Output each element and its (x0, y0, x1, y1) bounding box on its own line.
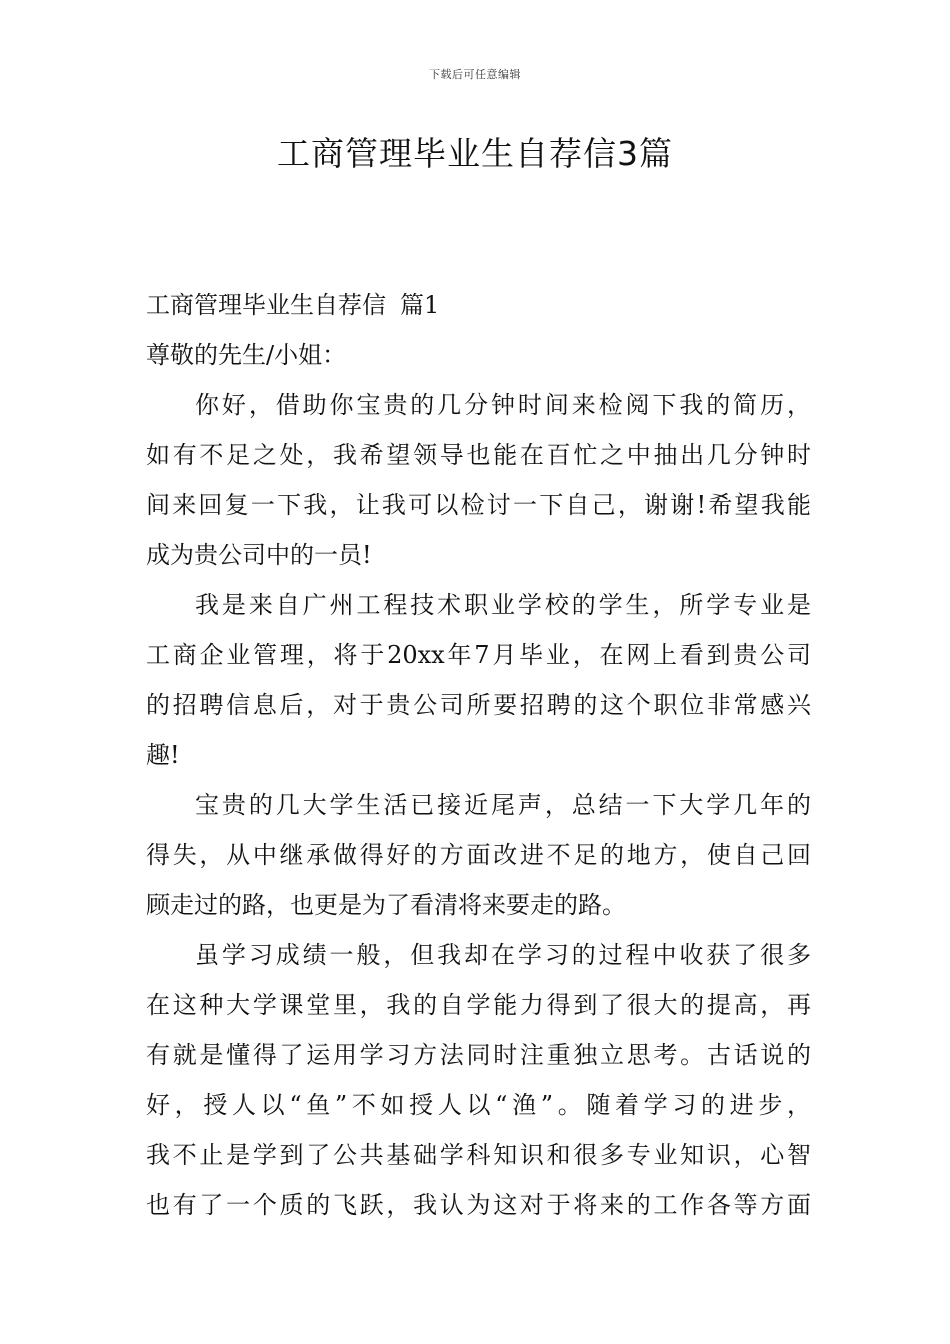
paragraph-line: 的招聘信息后，对于贵公司所要招聘的这个职位非常感兴 (146, 691, 811, 719)
paragraph-line: 在这种大学课堂里，我的自学能力得到了很大的提高，再 (146, 991, 811, 1019)
paragraph-line: 也有了一个质的飞跃，我认为这对于将来的工作各等方面 (146, 1191, 811, 1219)
paragraph (146, 580, 811, 780)
section-heading-text: 工商管理毕业生自荐信 (146, 291, 386, 319)
paragraph-line: 宝贵的几大学生活已接近尾声，总结一下大学几年的 (195, 791, 811, 819)
paragraph-line: 虽学习成绩一般，但我却在学习的过程中收获了很多 (195, 941, 811, 969)
paragraph-line: 有就是懂得了运用学习方法同时注重独立思考。古话说的 (146, 1041, 811, 1069)
paragraph-line: 我不止是学到了公共基础学科知识和很多专业知识，心智 (146, 1141, 811, 1169)
paragraph-line: 工商企业管理，将于20xx年7月毕业，在网上看到贵公司 (146, 641, 811, 669)
section-heading-suffix: 篇1 (400, 291, 440, 319)
letter-body (146, 280, 811, 1230)
paragraph-line: 你好，借助你宝贵的几分钟时间来检阅下我的简历， (195, 391, 811, 419)
paragraph-line: 趣! (146, 741, 180, 769)
section-heading (146, 280, 811, 330)
paragraph (146, 380, 811, 580)
paragraph-line: 成为贵公司中的一员! (146, 541, 372, 569)
paragraph-line: 间来回复一下我，让我可以检讨一下自己，谢谢!希望我能 (146, 491, 811, 519)
salutation: 尊敬的先生/小姐： (146, 341, 347, 369)
paragraph-line: 如有不足之处，我希望领导也能在百忙之中抽出几分钟时 (146, 441, 811, 469)
document-title: 工商管理毕业生自荐信3篇 (277, 134, 673, 173)
paragraph-line: 好，授人以“鱼”不如授人以“渔”。随着学习的进步， (146, 1091, 811, 1119)
paragraph (146, 930, 811, 1230)
paragraph (146, 780, 811, 930)
header-note: 下载后可任意编辑 (429, 68, 521, 81)
paragraph-line: 顾走过的路，也更是为了看清将来要走的路。 (146, 891, 626, 919)
paragraph-line: 我是来自广州工程技术职业学校的学生，所学专业是 (195, 591, 811, 619)
paragraph-line: 得失，从中继承做得好的方面改进不足的地方，使自己回 (146, 841, 811, 869)
